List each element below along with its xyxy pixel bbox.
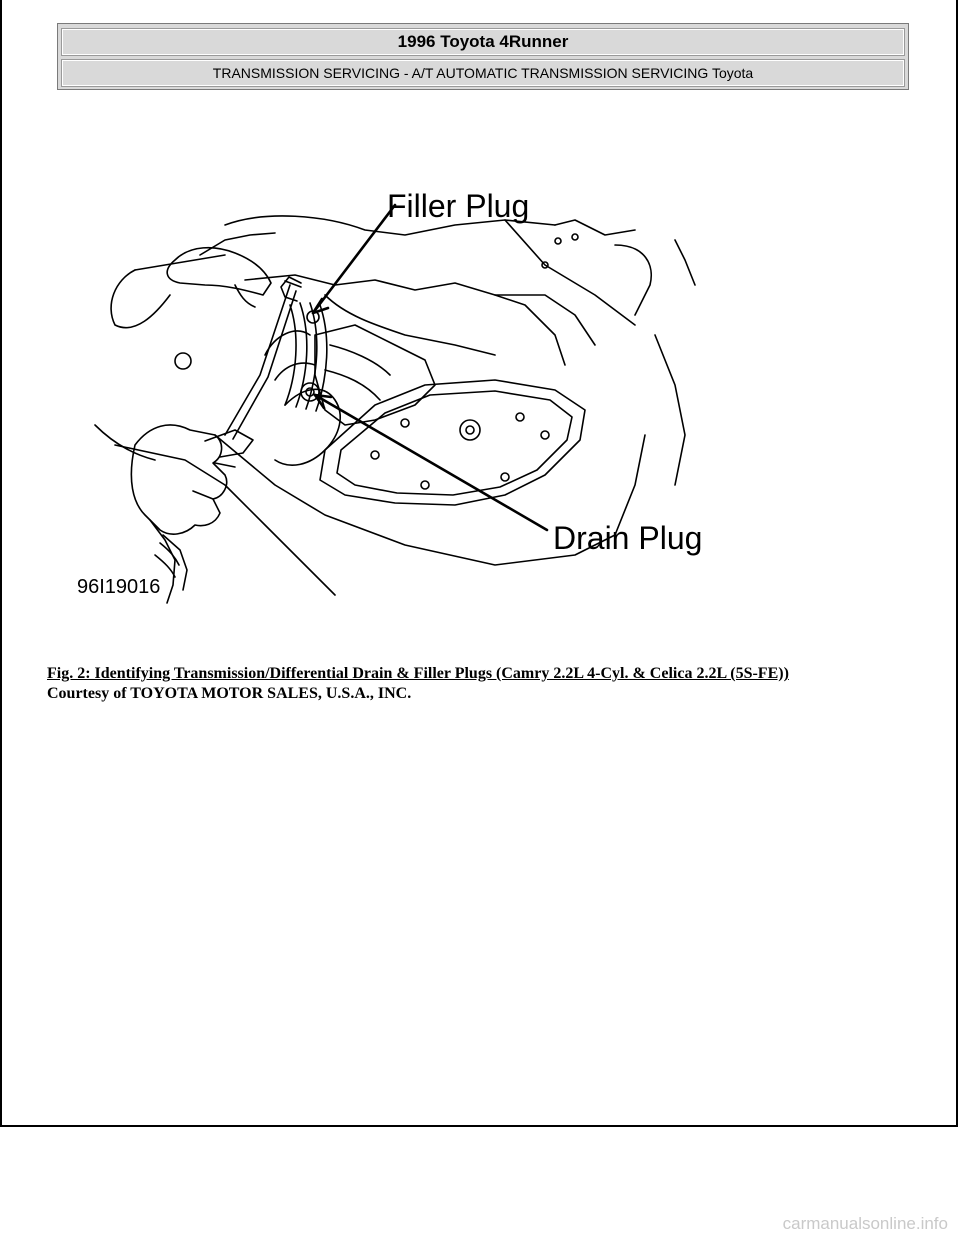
figure-code: 96I19016 — [77, 576, 161, 598]
figure-caption-link[interactable]: Fig. 2: Identifying Transmission/Differential Drain & Filler Plugs (Camry 2.2L 4-Cyl. & Celica 2.2L (5S-FE)) — [47, 665, 789, 682]
document-title: 1996 Toyota 4Runner — [62, 29, 904, 55]
figure-caption — [47, 664, 907, 704]
transmission-illustration — [75, 185, 705, 605]
drain-plug-callout: Drain Plug — [553, 520, 703, 556]
filler-plug-callout: Filler Plug — [387, 188, 530, 224]
document-header — [57, 23, 909, 90]
figure-credit: Courtesy of TOYOTA MOTOR SALES, U.S.A., INC. — [47, 685, 412, 702]
document-subtitle: TRANSMISSION SERVICING - A/T AUTOMATIC TRANSMISSION SERVICING Toyota — [62, 60, 904, 86]
site-watermark: carmanualsonline.info — [782, 1214, 948, 1233]
